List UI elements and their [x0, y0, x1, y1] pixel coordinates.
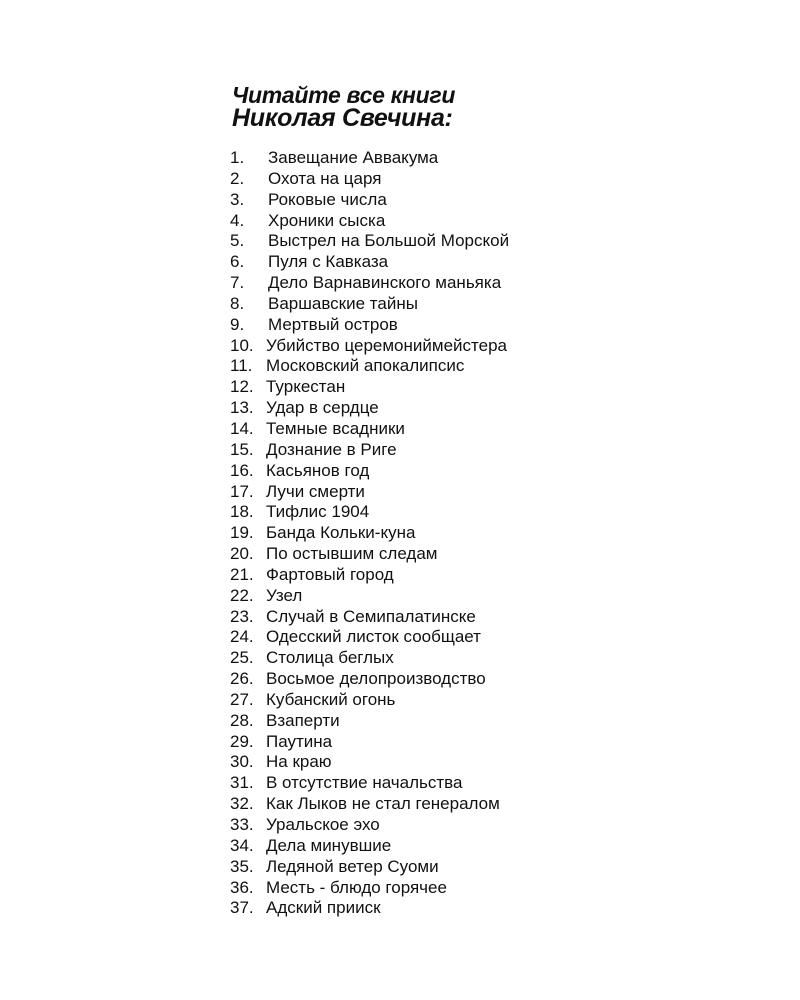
- list-item: [230, 648, 509, 669]
- list-item-title: Лучи смерти: [266, 481, 365, 501]
- list-item: [230, 398, 509, 419]
- list-item-number: 14.: [230, 418, 254, 438]
- list-item: [230, 482, 509, 503]
- list-item-number: 8.: [230, 293, 245, 313]
- list-item-title: Паутина: [266, 731, 333, 751]
- list-item: [230, 440, 509, 461]
- list-item-title: Дело Варнавинского маньяка: [268, 273, 502, 293]
- list-item-number: 31.: [230, 773, 254, 793]
- list-item-title: Хроники сыска: [268, 210, 386, 230]
- list-item-title: Месть - блюдо горячее: [266, 877, 447, 897]
- list-item: [230, 523, 509, 544]
- list-item-number: 10.: [230, 335, 254, 355]
- page-heading: [232, 84, 455, 130]
- list-item-number: 2.: [230, 168, 245, 188]
- list-item-number: 37.: [230, 898, 254, 918]
- list-item-title: Роковые числа: [268, 189, 387, 209]
- list-item: [230, 878, 509, 899]
- list-item-title: Пуля с Кавказа: [268, 252, 389, 272]
- list-item: [230, 315, 509, 336]
- list-item: [230, 252, 509, 273]
- book-list: [230, 148, 509, 919]
- list-item-title: Туркестан: [266, 377, 346, 397]
- list-item-title: Восьмое делопроизводство: [266, 669, 486, 689]
- list-item: [230, 836, 509, 857]
- list-item: [230, 294, 509, 315]
- list-item: [230, 502, 509, 523]
- list-item-number: 9.: [230, 314, 245, 334]
- list-item: [230, 336, 509, 357]
- list-item-title: Темные всадники: [266, 418, 405, 438]
- heading-line-2: Николая Свечина:: [232, 104, 453, 132]
- list-item-title: Варшавские тайны: [268, 293, 418, 313]
- list-item-title: Кубанский огонь: [266, 689, 396, 709]
- list-item-title: Случай в Семипалатинске: [266, 606, 476, 626]
- list-item: [230, 169, 509, 190]
- list-item: [230, 419, 509, 440]
- list-item-number: 36.: [230, 877, 254, 897]
- list-item-number: 24.: [230, 627, 254, 647]
- list-item-title: Банда Кольки-куна: [266, 523, 416, 543]
- list-item-title: В отсутствие начальства: [266, 773, 463, 793]
- list-item-title: Взаперти: [266, 710, 340, 730]
- list-item: [230, 190, 509, 211]
- list-item: [230, 461, 509, 482]
- list-item-title: Московский апокалипсис: [266, 356, 465, 376]
- list-item: [230, 898, 509, 919]
- list-item: [230, 565, 509, 586]
- list-item: [230, 607, 509, 628]
- list-item-title: Охота на царя: [268, 168, 382, 188]
- list-item-number: 27.: [230, 689, 254, 709]
- list-item-title: Удар в сердце: [266, 398, 379, 418]
- list-item-title: Ледяной ветер Суоми: [266, 856, 439, 876]
- list-item: [230, 273, 509, 294]
- list-item-title: Выстрел на Большой Морской: [268, 231, 510, 251]
- list-item-title: На краю: [266, 752, 332, 772]
- list-item: [230, 752, 509, 773]
- list-item-number: 3.: [230, 189, 245, 209]
- list-item: [230, 211, 509, 232]
- list-item-title: Завещание Аввакума: [268, 148, 439, 167]
- list-item-number: 1.: [230, 148, 245, 167]
- list-item-number: 17.: [230, 481, 254, 501]
- list-item-number: 12.: [230, 377, 254, 397]
- list-item-title: По остывшим следам: [266, 544, 438, 564]
- list-item: [230, 356, 509, 377]
- list-item-title: Столица беглых: [266, 648, 394, 668]
- list-item: [230, 627, 509, 648]
- list-item: [230, 586, 509, 607]
- list-item-title: Дознание в Риге: [266, 439, 397, 459]
- list-item-number: 16.: [230, 460, 254, 480]
- list-item-title: Уральское эхо: [266, 815, 380, 834]
- list-item: [230, 794, 509, 815]
- list-item-number: 33.: [230, 815, 254, 834]
- list-item: [230, 544, 509, 565]
- list-item-number: 34.: [230, 835, 254, 855]
- list-item-number: 28.: [230, 710, 254, 730]
- list-item-number: 6.: [230, 252, 245, 272]
- list-item-number: 20.: [230, 544, 254, 564]
- list-item: [230, 815, 509, 836]
- list-item-number: 30.: [230, 752, 254, 772]
- list-item-number: 23.: [230, 606, 254, 626]
- list-item-number: 7.: [230, 273, 245, 293]
- list-item-number: 15.: [230, 439, 254, 459]
- list-item-number: 29.: [230, 731, 254, 751]
- heading-line-1: Читайте все книги: [232, 82, 456, 108]
- list-item-number: 11.: [230, 356, 253, 376]
- list-item: [230, 231, 509, 252]
- list-item-number: 13.: [230, 398, 254, 418]
- list-item-title: Мертвый остров: [268, 314, 398, 334]
- list-item-title: Как Лыков не стал генералом: [266, 794, 500, 814]
- list-item: [230, 690, 509, 711]
- list-item-title: Тифлис 1904: [266, 502, 370, 522]
- list-item-number: 5.: [230, 231, 245, 251]
- list-item-number: 4.: [230, 210, 245, 230]
- list-item-number: 25.: [230, 648, 254, 668]
- list-item-title: Убийство церемониймейстера: [266, 335, 507, 355]
- list-item: [230, 773, 509, 794]
- list-item: [230, 732, 509, 753]
- list-item: [230, 857, 509, 878]
- list-item-number: 26.: [230, 669, 254, 689]
- list-item-number: 35.: [230, 856, 254, 876]
- list-item: [230, 711, 509, 732]
- list-item-title: Адский прииск: [266, 898, 381, 918]
- list-item: [230, 377, 509, 398]
- list-item-title: Дела минувшие: [266, 835, 392, 855]
- list-item-title: Одесский листок сообщает: [266, 627, 481, 647]
- list-item-title: Узел: [266, 585, 303, 605]
- list-item-number: 32.: [230, 794, 254, 814]
- list-item-number: 19.: [230, 523, 254, 543]
- list-item-number: 18.: [230, 502, 254, 522]
- list-item-number: 21.: [230, 564, 254, 584]
- list-item: [230, 148, 509, 169]
- list-item: [230, 669, 509, 690]
- list-item-number: 22.: [230, 585, 254, 605]
- list-item-title: Касьянов год: [266, 460, 370, 480]
- list-item-title: Фартовый город: [266, 564, 394, 584]
